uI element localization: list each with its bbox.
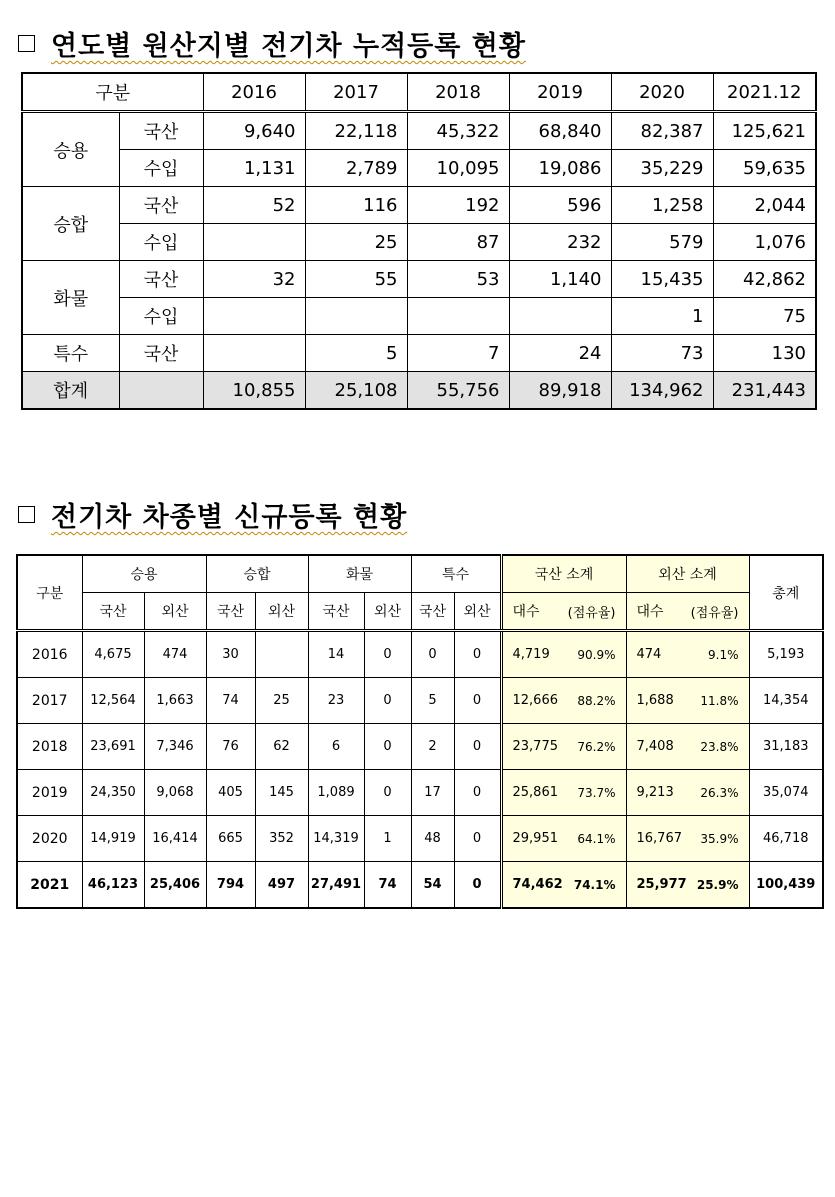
domestic-subtotal-cell [501, 631, 626, 678]
foreign-share: 23.8% [700, 739, 739, 754]
header-van: 승합 [206, 555, 308, 593]
value-cell: 23 [308, 678, 364, 724]
value-cell [203, 224, 305, 261]
value-cell: 1,076 [713, 224, 816, 261]
table2-row [17, 631, 823, 678]
header-domestic: 국산 [308, 593, 364, 631]
value-cell: 9,640 [203, 112, 305, 150]
value-cell: 24,350 [82, 770, 144, 816]
value-cell: 352 [255, 816, 308, 862]
domestic-share: 64.1% [577, 831, 616, 846]
header-gubun: 구분 [22, 73, 203, 112]
foreign-count: 7,408 [636, 739, 674, 754]
value-cell: 794 [206, 862, 255, 909]
foreign-count: 25,977 [636, 877, 687, 892]
year-cell: 2020 [17, 816, 82, 862]
header-foreign: 외산 [454, 593, 501, 631]
table2-row [17, 678, 823, 724]
value-cell: 27,491 [308, 862, 364, 909]
foreign-subtotal-cell [626, 862, 749, 909]
category-cell: 승합 [22, 187, 119, 261]
checkbox-square-icon [18, 35, 35, 52]
value-cell: 87 [407, 224, 509, 261]
value-cell: 4,675 [82, 631, 144, 678]
value-cell: 474 [144, 631, 206, 678]
header-passenger: 승용 [82, 555, 206, 593]
header-foreign-subtotal: 외산 소계 [626, 555, 749, 593]
foreign-subtotal-cell [626, 678, 749, 724]
domestic-share: 76.2% [577, 739, 616, 754]
table1-row [22, 298, 816, 335]
header-year: 2018 [407, 73, 509, 112]
header-foreign: 외산 [255, 593, 308, 631]
origin-cell: 국산 [119, 187, 203, 224]
value-cell: 232 [509, 224, 611, 261]
table1-row [22, 261, 816, 298]
header-domestic-subtotal-split [501, 593, 626, 631]
value-cell: 45,322 [407, 112, 509, 150]
total-cell: 35,074 [749, 770, 823, 816]
domestic-share: 90.9% [577, 647, 616, 662]
value-cell: 62 [255, 724, 308, 770]
value-cell: 405 [206, 770, 255, 816]
value-cell [255, 631, 308, 678]
value-cell: 15,435 [611, 261, 713, 298]
value-cell: 42,862 [713, 261, 816, 298]
value-cell [509, 298, 611, 335]
value-cell: 25 [255, 678, 308, 724]
value-cell: 145 [255, 770, 308, 816]
origin-cell: 수입 [119, 150, 203, 187]
value-cell: 9,068 [144, 770, 206, 816]
value-cell: 76 [206, 724, 255, 770]
section-2-title [18, 495, 407, 534]
value-cell: 2,789 [305, 150, 407, 187]
value-cell: 68,840 [509, 112, 611, 150]
value-cell: 30 [206, 631, 255, 678]
foreign-share: 35.9% [700, 831, 739, 846]
section-1-title [18, 24, 526, 63]
value-cell: 1 [611, 298, 713, 335]
header-foreign: 외산 [144, 593, 206, 631]
foreign-subtotal-cell [626, 724, 749, 770]
value-cell: 25 [305, 224, 407, 261]
total-cell: 100,439 [749, 862, 823, 909]
total-cell: 46,718 [749, 816, 823, 862]
foreign-count: 474 [636, 647, 662, 662]
new-registration-table [16, 554, 824, 909]
year-cell: 2019 [17, 770, 82, 816]
value-cell: 0 [364, 678, 411, 724]
header-special: 특수 [411, 555, 501, 593]
domestic-count: 4,719 [512, 647, 550, 662]
value-cell: 130 [713, 335, 816, 372]
value-cell: 2,044 [713, 187, 816, 224]
value-cell: 1,131 [203, 150, 305, 187]
table2-row [17, 770, 823, 816]
header-domestic-subtotal: 국산 소계 [501, 555, 626, 593]
value-cell: 6 [308, 724, 364, 770]
domestic-count: 12,666 [512, 693, 558, 708]
value-cell: 73 [611, 335, 713, 372]
empty-cell [119, 372, 203, 410]
value-cell: 0 [364, 724, 411, 770]
origin-cell: 수입 [119, 298, 203, 335]
value-cell: 46,123 [82, 862, 144, 909]
value-cell: 5 [305, 335, 407, 372]
value-cell: 0 [454, 724, 501, 770]
total-value: 55,756 [407, 372, 509, 410]
value-cell: 125,621 [713, 112, 816, 150]
domestic-count: 29,951 [512, 831, 558, 846]
category-cell: 화물 [22, 261, 119, 335]
foreign-share: 26.3% [700, 785, 739, 800]
header-domestic: 국산 [82, 593, 144, 631]
value-cell: 23,691 [82, 724, 144, 770]
foreign-share: 9.1% [708, 647, 739, 662]
foreign-share: 25.9% [696, 877, 739, 892]
value-cell: 665 [206, 816, 255, 862]
value-cell: 192 [407, 187, 509, 224]
domestic-subtotal-cell [501, 770, 626, 816]
value-cell: 0 [364, 770, 411, 816]
header-share: (점유율) [567, 605, 616, 621]
value-cell: 7 [407, 335, 509, 372]
header-foreign: 외산 [364, 593, 411, 631]
value-cell: 0 [364, 631, 411, 678]
value-cell: 1 [364, 816, 411, 862]
header-year: 2021.12 [713, 73, 816, 112]
header-foreign-subtotal-split [626, 593, 749, 631]
header-year: 2016 [203, 73, 305, 112]
value-cell: 14,319 [308, 816, 364, 862]
header-share: (점유율) [690, 605, 739, 621]
value-cell: 2 [411, 724, 454, 770]
value-cell: 55 [305, 261, 407, 298]
value-cell: 59,635 [713, 150, 816, 187]
table1-header-row [22, 73, 816, 112]
value-cell: 7,346 [144, 724, 206, 770]
foreign-count: 9,213 [636, 785, 674, 800]
value-cell: 116 [305, 187, 407, 224]
value-cell: 82,387 [611, 112, 713, 150]
domestic-share: 74.1% [573, 877, 616, 892]
total-value: 89,918 [509, 372, 611, 410]
value-cell: 14 [308, 631, 364, 678]
value-cell: 579 [611, 224, 713, 261]
table2-header-row-1 [17, 555, 823, 593]
header-total: 총계 [749, 555, 823, 631]
origin-cell: 국산 [119, 112, 203, 150]
section-2-title-text: 전기차 차종별 신규등록 현황 [51, 502, 408, 533]
foreign-count: 16,767 [636, 831, 682, 846]
foreign-count: 1,688 [636, 693, 674, 708]
category-cell: 특수 [22, 335, 119, 372]
header-domestic: 국산 [206, 593, 255, 631]
domestic-subtotal-cell [501, 678, 626, 724]
value-cell: 53 [407, 261, 509, 298]
foreign-subtotal-cell [626, 816, 749, 862]
value-cell: 14,919 [82, 816, 144, 862]
foreign-subtotal-cell [626, 631, 749, 678]
domestic-subtotal-cell [501, 816, 626, 862]
domestic-count: 23,775 [512, 739, 558, 754]
table1-total-row [22, 372, 816, 410]
header-domestic: 국산 [411, 593, 454, 631]
value-cell [305, 298, 407, 335]
total-value: 231,443 [713, 372, 816, 410]
table2-header-row-2 [17, 593, 823, 631]
value-cell: 497 [255, 862, 308, 909]
table1-row [22, 187, 816, 224]
domestic-subtotal-cell [501, 724, 626, 770]
value-cell: 74 [206, 678, 255, 724]
domestic-share: 88.2% [577, 693, 616, 708]
value-cell: 25,406 [144, 862, 206, 909]
total-value: 25,108 [305, 372, 407, 410]
value-cell: 12,564 [82, 678, 144, 724]
total-value: 10,855 [203, 372, 305, 410]
value-cell: 32 [203, 261, 305, 298]
header-truck: 화물 [308, 555, 411, 593]
domestic-count: 25,861 [512, 785, 558, 800]
total-cell: 14,354 [749, 678, 823, 724]
domestic-subtotal-cell [501, 862, 626, 909]
table2-row [17, 816, 823, 862]
table2-row [17, 724, 823, 770]
value-cell: 0 [454, 816, 501, 862]
value-cell [203, 298, 305, 335]
value-cell: 596 [509, 187, 611, 224]
value-cell: 0 [454, 862, 501, 909]
total-label: 합계 [22, 372, 119, 410]
checkbox-square-icon [18, 506, 35, 523]
value-cell: 5 [411, 678, 454, 724]
value-cell: 24 [509, 335, 611, 372]
value-cell: 1,140 [509, 261, 611, 298]
value-cell: 17 [411, 770, 454, 816]
value-cell: 0 [454, 770, 501, 816]
header-count: 대수 [512, 604, 540, 620]
table1-row [22, 150, 816, 187]
origin-cell: 수입 [119, 224, 203, 261]
value-cell [407, 298, 509, 335]
year-cell: 2021 [17, 862, 82, 909]
value-cell [203, 335, 305, 372]
table2-row-2021 [17, 862, 823, 909]
year-cell: 2016 [17, 631, 82, 678]
year-cell: 2017 [17, 678, 82, 724]
year-cell: 2018 [17, 724, 82, 770]
table1-row [22, 224, 816, 261]
value-cell: 1,663 [144, 678, 206, 724]
header-year: 2019 [509, 73, 611, 112]
value-cell: 74 [364, 862, 411, 909]
header-count: 대수 [636, 604, 664, 620]
value-cell: 54 [411, 862, 454, 909]
foreign-share: 11.8% [700, 693, 739, 708]
value-cell: 75 [713, 298, 816, 335]
total-cell: 31,183 [749, 724, 823, 770]
value-cell: 35,229 [611, 150, 713, 187]
value-cell: 52 [203, 187, 305, 224]
value-cell: 16,414 [144, 816, 206, 862]
origin-cell: 국산 [119, 335, 203, 372]
value-cell: 22,118 [305, 112, 407, 150]
value-cell: 0 [454, 678, 501, 724]
header-year: 2020 [611, 73, 713, 112]
domestic-count: 74,462 [512, 877, 563, 892]
value-cell: 19,086 [509, 150, 611, 187]
value-cell: 0 [411, 631, 454, 678]
value-cell: 1,089 [308, 770, 364, 816]
header-gubun: 구분 [17, 555, 82, 631]
value-cell: 48 [411, 816, 454, 862]
foreign-subtotal-cell [626, 770, 749, 816]
domestic-share: 73.7% [577, 785, 616, 800]
section-1-title-text: 연도별 원산지별 전기차 누적등록 현황 [51, 31, 526, 62]
category-cell: 승용 [22, 112, 119, 187]
value-cell: 1,258 [611, 187, 713, 224]
value-cell: 10,095 [407, 150, 509, 187]
cumulative-registration-table [21, 72, 817, 410]
origin-cell: 국산 [119, 261, 203, 298]
total-cell: 5,193 [749, 631, 823, 678]
header-year: 2017 [305, 73, 407, 112]
table1-row [22, 112, 816, 150]
value-cell: 0 [454, 631, 501, 678]
total-value: 134,962 [611, 372, 713, 410]
table1-row [22, 335, 816, 372]
